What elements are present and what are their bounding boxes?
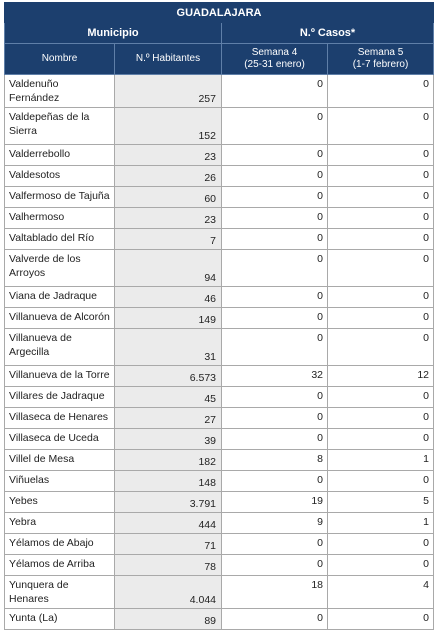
table-row xyxy=(5,229,434,250)
cell-semana4: 0 xyxy=(222,329,328,366)
cell-semana4: 0 xyxy=(222,229,328,250)
table-row xyxy=(5,429,434,450)
cell-semana5: 0 xyxy=(328,534,434,555)
table-body xyxy=(5,75,434,630)
cell-nombre: Valdenuño Fernández xyxy=(5,75,115,108)
cell-semana4: 0 xyxy=(222,208,328,229)
table-row xyxy=(5,366,434,387)
cell-habitantes: 27 xyxy=(115,408,222,429)
semana4-label: Semana 4 xyxy=(251,47,298,58)
cell-nombre: Valverde de los Arroyos xyxy=(5,250,115,287)
table-row xyxy=(5,145,434,166)
table-row xyxy=(5,609,434,630)
cell-nombre: Viana de Jadraque xyxy=(5,287,115,308)
cell-habitantes: 148 xyxy=(115,471,222,492)
cell-habitantes: 149 xyxy=(115,308,222,329)
cell-semana4: 0 xyxy=(222,308,328,329)
cell-semana4: 8 xyxy=(222,450,328,471)
cell-habitantes: 94 xyxy=(115,250,222,287)
cell-semana4: 0 xyxy=(222,166,328,187)
column-header-semana4 xyxy=(222,44,328,75)
cell-semana5: 0 xyxy=(328,208,434,229)
cell-semana5: 0 xyxy=(328,229,434,250)
cell-nombre: Yunquera de Henares xyxy=(5,576,115,609)
cell-nombre: Valdepeñas de la Sierra xyxy=(5,108,115,145)
cell-semana4: 0 xyxy=(222,250,328,287)
group-header-casos: N.º Casos* xyxy=(222,23,434,44)
table-row xyxy=(5,555,434,576)
table-row xyxy=(5,450,434,471)
cell-nombre: Villel de Mesa xyxy=(5,450,115,471)
cell-semana5: 0 xyxy=(328,329,434,366)
table-row xyxy=(5,250,434,287)
table-title: GUADALAJARA xyxy=(5,3,434,23)
cases-table-container xyxy=(4,2,433,630)
cell-semana5: 0 xyxy=(328,187,434,208)
cell-semana5: 0 xyxy=(328,145,434,166)
table-row xyxy=(5,471,434,492)
cell-semana4: 0 xyxy=(222,108,328,145)
cell-habitantes: 46 xyxy=(115,287,222,308)
cell-nombre: Yebra xyxy=(5,513,115,534)
table-row xyxy=(5,387,434,408)
cell-nombre: Villares de Jadraque xyxy=(5,387,115,408)
cell-habitantes: 45 xyxy=(115,387,222,408)
cell-habitantes: 26 xyxy=(115,166,222,187)
cell-semana4: 0 xyxy=(222,287,328,308)
cell-semana5: 1 xyxy=(328,513,434,534)
cell-nombre: Viñuelas xyxy=(5,471,115,492)
table-row xyxy=(5,329,434,366)
semana5-label: Semana 5 xyxy=(357,47,404,58)
cell-habitantes: 71 xyxy=(115,534,222,555)
cell-semana5: 0 xyxy=(328,287,434,308)
cell-habitantes: 3.791 xyxy=(115,492,222,513)
cell-habitantes: 7 xyxy=(115,229,222,250)
cell-semana4: 9 xyxy=(222,513,328,534)
cell-semana4: 0 xyxy=(222,75,328,108)
cases-table xyxy=(4,2,434,630)
cell-habitantes: 60 xyxy=(115,187,222,208)
cell-semana4: 0 xyxy=(222,429,328,450)
cell-habitantes: 6.573 xyxy=(115,366,222,387)
cell-semana5: 0 xyxy=(328,250,434,287)
cell-semana5: 0 xyxy=(328,471,434,492)
cell-semana4: 0 xyxy=(222,534,328,555)
cell-nombre: Yélamos de Abajo xyxy=(5,534,115,555)
cell-semana4: 0 xyxy=(222,471,328,492)
table-row xyxy=(5,75,434,108)
semana4-range: (25-31 enero) xyxy=(244,59,305,70)
semana5-range: (1-7 febrero) xyxy=(352,59,409,70)
column-header-nombre: Nombre xyxy=(5,44,115,75)
table-row xyxy=(5,408,434,429)
cell-semana4: 0 xyxy=(222,408,328,429)
cell-semana5: 0 xyxy=(328,555,434,576)
table-row xyxy=(5,576,434,609)
cell-habitantes: 257 xyxy=(115,75,222,108)
cell-habitantes: 182 xyxy=(115,450,222,471)
cell-semana5: 4 xyxy=(328,576,434,609)
table-row xyxy=(5,108,434,145)
cell-semana4: 0 xyxy=(222,145,328,166)
cell-semana4: 0 xyxy=(222,555,328,576)
cell-semana4: 0 xyxy=(222,609,328,630)
cell-nombre: Valhermoso xyxy=(5,208,115,229)
cell-habitantes: 152 xyxy=(115,108,222,145)
cell-nombre: Villanueva de Alcorón xyxy=(5,308,115,329)
cell-habitantes: 23 xyxy=(115,145,222,166)
cell-habitantes: 39 xyxy=(115,429,222,450)
group-header-municipio: Municipio xyxy=(5,23,222,44)
table-row xyxy=(5,166,434,187)
table-row xyxy=(5,534,434,555)
cell-semana5: 0 xyxy=(328,308,434,329)
cell-nombre: Yélamos de Arriba xyxy=(5,555,115,576)
cell-semana5: 0 xyxy=(328,75,434,108)
cell-semana5: 5 xyxy=(328,492,434,513)
cell-semana4: 0 xyxy=(222,187,328,208)
cell-semana5: 0 xyxy=(328,108,434,145)
table-row xyxy=(5,187,434,208)
cell-semana4: 0 xyxy=(222,387,328,408)
cell-nombre: Valtablado del Río xyxy=(5,229,115,250)
cell-semana5: 0 xyxy=(328,609,434,630)
table-row xyxy=(5,513,434,534)
cell-semana5: 0 xyxy=(328,387,434,408)
column-header-habitantes: N.º Habitantes xyxy=(115,44,222,75)
cell-semana5: 0 xyxy=(328,166,434,187)
cell-habitantes: 89 xyxy=(115,609,222,630)
cell-nombre: Villanueva de la Torre xyxy=(5,366,115,387)
table-row xyxy=(5,492,434,513)
cell-semana5: 0 xyxy=(328,429,434,450)
cell-habitantes: 4.044 xyxy=(115,576,222,609)
cell-semana5: 12 xyxy=(328,366,434,387)
cell-nombre: Yunta (La) xyxy=(5,609,115,630)
cell-nombre: Valderrebollo xyxy=(5,145,115,166)
cell-nombre: Villaseca de Henares xyxy=(5,408,115,429)
cell-nombre: Villaseca de Uceda xyxy=(5,429,115,450)
cell-habitantes: 23 xyxy=(115,208,222,229)
cell-semana4: 19 xyxy=(222,492,328,513)
cell-nombre: Villanueva de Argecilla xyxy=(5,329,115,366)
table-row xyxy=(5,308,434,329)
column-header-semana5 xyxy=(328,44,434,75)
cell-semana5: 1 xyxy=(328,450,434,471)
cell-habitantes: 78 xyxy=(115,555,222,576)
cell-semana4: 18 xyxy=(222,576,328,609)
cell-semana5: 0 xyxy=(328,408,434,429)
cell-nombre: Valfermoso de Tajuña xyxy=(5,187,115,208)
cell-nombre: Valdesotos xyxy=(5,166,115,187)
cell-semana4: 32 xyxy=(222,366,328,387)
cell-nombre: Yebes xyxy=(5,492,115,513)
cell-habitantes: 444 xyxy=(115,513,222,534)
cell-habitantes: 31 xyxy=(115,329,222,366)
table-row xyxy=(5,208,434,229)
table-row xyxy=(5,287,434,308)
